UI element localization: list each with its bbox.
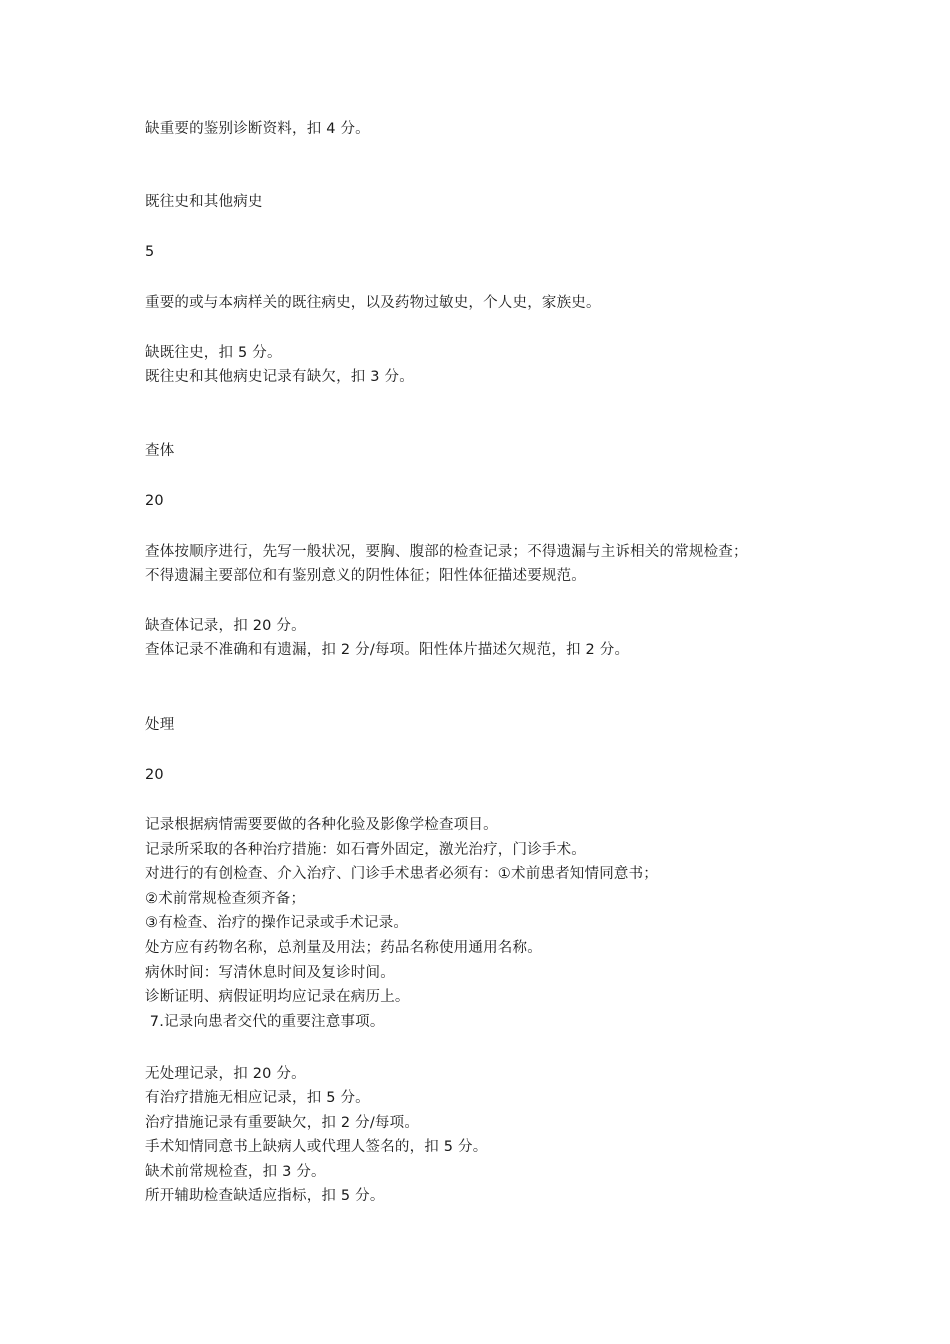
text-line: 查体按顺序进行，先写一般状况，要胸、腹部的检查记录；不得遗漏与主诉相关的常规检查； <box>145 544 748 560</box>
text-line: 手术知情同意书上缺病人或代理人签名的，扣 5 分。 <box>145 1139 488 1155</box>
section-heading: 处理 <box>145 717 175 733</box>
section-score: 20 <box>145 493 164 509</box>
section-score: 5 <box>145 244 155 260</box>
text-line: 记录所采取的各种治疗措施：如石膏外固定，激光治疗，门诊手术。 <box>145 842 586 858</box>
text-line: 缺既往史，扣 5 分。 <box>145 345 282 361</box>
section-score: 20 <box>145 767 164 783</box>
text-line: 缺重要的鉴别诊断资料，扣 4 分。 <box>145 121 370 137</box>
text-line: 重要的或与本病样关的既往病史，以及药物过敏史，个人史，家族史。 <box>145 295 601 311</box>
text-line: 缺查体记录，扣 20 分。 <box>145 618 306 634</box>
text-line: 对进行的有创检查、介入治疗、门诊手术患者必须有：①术前患者知情同意书； <box>145 866 658 882</box>
text-line: 诊断证明、病假证明均应记录在病历上。 <box>145 989 410 1005</box>
text-line: ③有检查、治疗的操作记录或手术记录。 <box>145 915 409 931</box>
text-line: 所开辅助检查缺适应指标，扣 5 分。 <box>145 1188 385 1204</box>
text-line: 缺术前常规检查，扣 3 分。 <box>145 1164 326 1180</box>
text-line: 无处理记录，扣 20 分。 <box>145 1066 306 1082</box>
section-heading: 查体 <box>145 443 175 459</box>
text-line: 既往史和其他病史记录有缺欠，扣 3 分。 <box>145 369 414 385</box>
text-line: 处方应有药物名称，总剂量及用法；药品名称使用通用名称。 <box>145 940 542 956</box>
text-line: 记录根据病情需要要做的各种化验及影像学检查项目。 <box>145 817 498 833</box>
text-line: 病休时间：写清休息时间及复诊时间。 <box>145 965 395 981</box>
text-line: 治疗措施记录有重要缺欠，扣 2 分/每项。 <box>145 1115 420 1131</box>
text-line: 7.记录向患者交代的重要注意事项。 <box>145 1014 385 1030</box>
text-line: 查体记录不准确和有遗漏，扣 2 分/每项。阳性体片描述欠规范，扣 2 分。 <box>145 642 630 658</box>
text-line: 有治疗措施无相应记录，扣 5 分。 <box>145 1090 370 1106</box>
text-line: 不得遗漏主要部位和有鉴别意义的阴性体征；阳性体征描述要规范。 <box>145 568 586 584</box>
text-line: ②术前常规检查须齐备； <box>145 891 306 907</box>
section-heading: 既往史和其他病史 <box>145 194 263 210</box>
